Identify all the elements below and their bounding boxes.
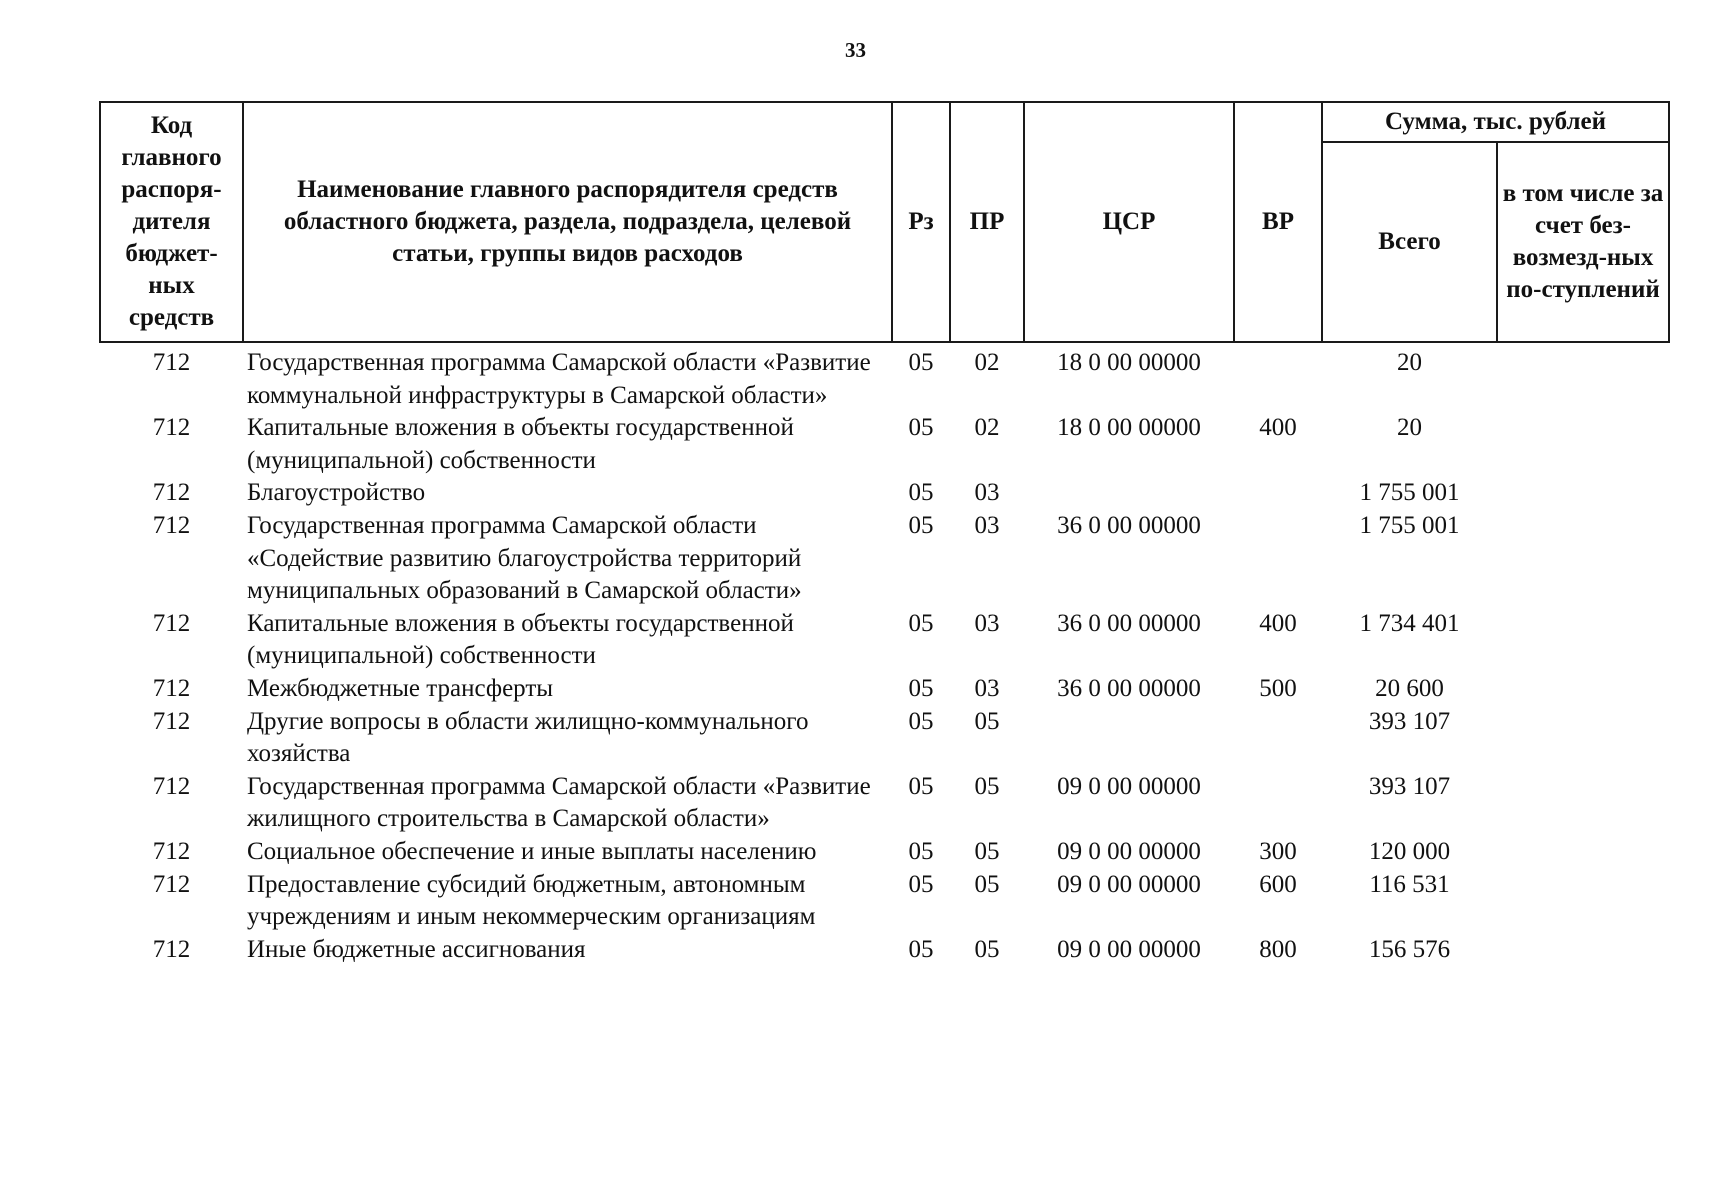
cell-vr: 600 (1259, 870, 1297, 898)
cell-pr: 05 (974, 935, 1000, 963)
cell-free (1497, 771, 1669, 836)
table-row (100, 673, 1669, 706)
cell-name: Иные бюджетные ассигнования (247, 935, 586, 963)
cell-total: 20 (1397, 349, 1422, 376)
cell-name: Капитальные вложения в объекты государственной (муниципальной) собственности (247, 414, 794, 474)
header-code: Код главного распоря-дителя бюджет-ных средств (100, 102, 243, 342)
cell-total: 393 107 (1368, 707, 1451, 735)
cell-free (1497, 706, 1669, 771)
table-row (100, 342, 1669, 412)
cell-total: 156 576 (1368, 935, 1451, 963)
cell-total: 1 734 401 (1359, 609, 1460, 637)
cell-name: Благоустройство (247, 479, 426, 507)
cell-rz: 05 (908, 609, 934, 637)
cell-pr: 05 (974, 707, 1000, 735)
cell-rz: 05 (908, 349, 934, 376)
cell-free (1497, 673, 1669, 706)
cell-rz: 05 (908, 674, 934, 702)
table-row (100, 869, 1669, 934)
cell-rz: 05 (908, 414, 934, 442)
cell-csr: 09 0 00 00000 (1057, 870, 1201, 898)
cell-total: 1 755 001 (1359, 511, 1460, 539)
cell-pr: 05 (974, 772, 1000, 800)
table-header (100, 102, 1669, 342)
cell-total: 20 (1397, 414, 1422, 442)
header-total: Всего (1322, 142, 1497, 342)
cell-vr: 300 (1259, 837, 1297, 865)
cell-csr: 09 0 00 00000 (1057, 935, 1201, 963)
cell-pr: 03 (974, 674, 1000, 702)
cell-rz: 05 (908, 479, 934, 507)
cell-pr: 02 (974, 349, 1000, 376)
cell-name: Капитальные вложения в объекты государственной (муниципальной) собственности (247, 609, 794, 670)
cell-vr (1234, 477, 1322, 510)
header-name: Наименование главного распорядителя средств областного бюджета, раздела, подраздела, целевой статьи, группы видов расходов (243, 102, 892, 342)
cell-pr: 03 (974, 511, 1000, 539)
cell-csr: 18 0 00 00000 (1057, 414, 1201, 442)
cell-code: 712 (152, 837, 191, 865)
table-row (100, 706, 1669, 771)
cell-free (1497, 342, 1669, 412)
cell-code: 712 (152, 935, 191, 963)
table-row (100, 836, 1669, 869)
cell-name: Государственная программа Самарской области «Развитие коммунальной инфраструктуры в Самарской области» (247, 349, 871, 409)
cell-pr: 05 (974, 870, 1000, 898)
cell-csr: 18 0 00 00000 (1057, 349, 1201, 376)
cell-csr: 36 0 00 00000 (1057, 674, 1201, 702)
cell-free (1497, 477, 1669, 510)
cell-free (1497, 836, 1669, 869)
table-row (100, 771, 1669, 836)
cell-name: Государственная программа Самарской области «Развитие жилищного строительства в Самарской области» (247, 772, 871, 833)
cell-rz: 05 (908, 837, 934, 865)
cell-pr: 02 (974, 414, 1000, 442)
cell-vr: 800 (1259, 935, 1297, 963)
table-row (100, 608, 1669, 673)
cell-total: 120 000 (1368, 837, 1451, 865)
cell-free (1497, 869, 1669, 934)
cell-total: 1 755 001 (1359, 479, 1460, 507)
cell-pr: 03 (974, 479, 1000, 507)
cell-name: Социальное обеспечение и иные выплаты населению (247, 837, 817, 865)
header-vr: ВР (1234, 102, 1322, 342)
cell-name: Другие вопросы в области жилищно-коммунального хозяйства (247, 707, 809, 768)
cell-code: 712 (152, 707, 191, 735)
cell-free (1497, 412, 1669, 477)
cell-total: 20 600 (1375, 674, 1444, 702)
budget-table (99, 101, 1670, 966)
cell-rz: 05 (908, 707, 934, 735)
cell-code: 712 (152, 772, 191, 800)
page-number: 33 (845, 38, 866, 62)
cell-code: 712 (152, 609, 191, 637)
cell-code: 712 (152, 349, 191, 376)
cell-vr (1234, 342, 1322, 412)
cell-total: 116 531 (1369, 870, 1450, 898)
cell-free (1497, 510, 1669, 608)
header-sum: Сумма, тыс. рублей (1322, 102, 1669, 142)
cell-code: 712 (152, 479, 191, 507)
cell-code: 712 (152, 414, 191, 442)
cell-name: Предоставление субсидий бюджетным, автономным учреждениям и иным некоммерческим организациям (247, 870, 816, 931)
cell-free (1497, 934, 1669, 967)
cell-vr: 400 (1259, 609, 1297, 637)
header-rz: Рз (892, 102, 950, 342)
table-body (100, 342, 1669, 966)
cell-code: 712 (152, 511, 191, 539)
header-free: в том числе за счет без-возмезд-ных по-ступлений (1497, 142, 1669, 342)
cell-vr: 500 (1259, 674, 1297, 702)
cell-name: Государственная программа Самарской области «Содействие развитию благоустройства территорий муниципальных образований в Самарской области» (247, 511, 802, 605)
cell-csr: 09 0 00 00000 (1057, 772, 1201, 800)
cell-pr: 05 (974, 837, 1000, 865)
cell-csr (1024, 477, 1234, 510)
cell-pr: 03 (974, 609, 1000, 637)
cell-rz: 05 (908, 870, 934, 898)
cell-csr (1024, 706, 1234, 771)
cell-rz: 05 (908, 935, 934, 963)
cell-vr (1234, 510, 1322, 608)
cell-rz: 05 (908, 511, 934, 539)
header-csr: ЦСР (1024, 102, 1234, 342)
cell-code: 712 (152, 674, 191, 702)
cell-total: 393 107 (1368, 772, 1451, 800)
cell-free (1497, 608, 1669, 673)
table-row (100, 477, 1669, 510)
cell-vr (1234, 706, 1322, 771)
table-row (100, 510, 1669, 608)
cell-csr: 36 0 00 00000 (1057, 511, 1201, 539)
table-row (100, 412, 1669, 477)
header-pr: ПР (950, 102, 1024, 342)
cell-name: Межбюджетные трансферты (247, 674, 554, 702)
cell-vr: 400 (1259, 414, 1297, 442)
table-row (100, 934, 1669, 967)
cell-vr (1234, 771, 1322, 836)
cell-rz: 05 (908, 772, 934, 800)
cell-csr: 09 0 00 00000 (1057, 837, 1201, 865)
cell-csr: 36 0 00 00000 (1057, 609, 1201, 637)
cell-code: 712 (152, 870, 191, 898)
